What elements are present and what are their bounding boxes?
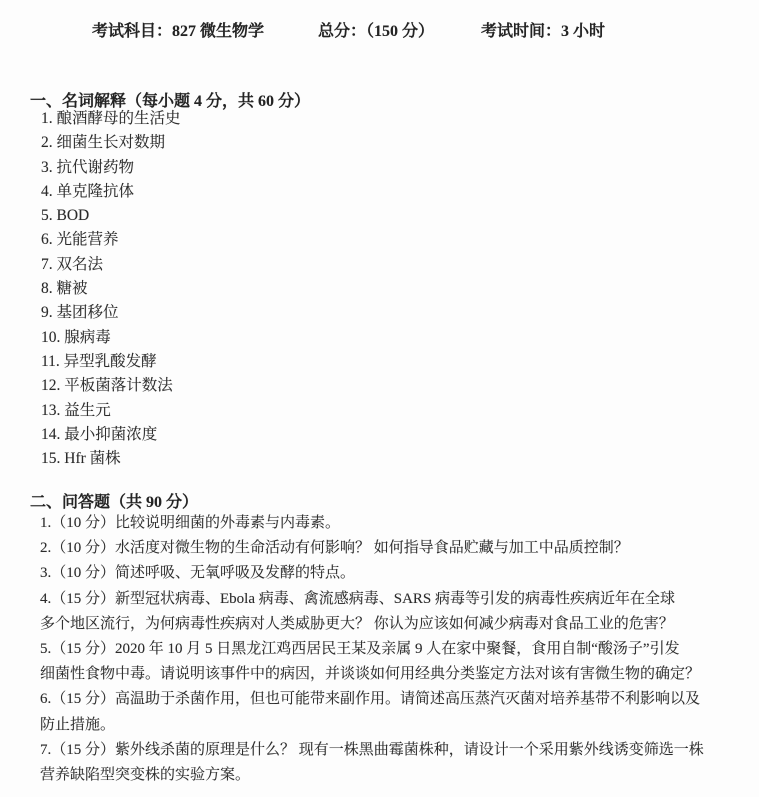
term-item: 7. 双名法 (41, 255, 104, 273)
term-item: 9. 基团移位 (41, 304, 119, 322)
question-5-line: 细菌性食物中毒。请说明该事件中的病因，并谈谈如何用经典分类鉴定方法对该有害微生物的确定？ (40, 666, 701, 683)
term-item: 6. 光能营养 (41, 231, 119, 249)
exam-total-points-label: 总分：（150 分） (318, 23, 435, 40)
term-item: 5. BOD (41, 207, 90, 225)
essay-question-list (40, 511, 750, 788)
term-item: 12. 平板菌落计数法 (41, 377, 173, 395)
question-7-line: 营养缺陷型突变株的实验方案。 (40, 767, 251, 784)
exam-duration-label: 考试时间：3 小时 (481, 23, 606, 40)
question-7-line: 7.（15 分）紫外线杀菌的原理是什么？ 现有一株黑曲霉菌株种，请设计一个采用紫外线诱变筛选一株 (40, 741, 704, 758)
question-6-line: 6.（15 分）高温助于杀菌作用，但也可能带来副作用。请简述高压蒸汽灭菌对培养基带不利影响以及 (40, 691, 701, 708)
question-4-line: 4.（15 分）新型冠状病毒、Ebola 病毒、禽流感病毒、SARS 病毒等引发的病毒性疾病近年在全球 (40, 590, 676, 607)
question-6-line: 防止措施。 (40, 716, 116, 733)
term-item: 2. 细菌生长对数期 (41, 134, 166, 152)
question-5-line: 5.（15 分）2020 年 10 月 5 日黑龙江鸡西居民王某及亲属 9 人在家中聚餐，食用自制“酸汤子”引发 (40, 641, 680, 658)
term-definition-list (41, 107, 181, 471)
term-item: 14. 最小抑菌浓度 (41, 425, 158, 443)
question-3-line: 3.（10 分）简述呼吸、无氧呼吸及发酵的特点。 (40, 565, 356, 582)
term-item: 15. Hfr 菌株 (41, 450, 121, 468)
question-2-line: 2.（10 分）水活度对微生物的生命活动有何影响？ 如何指导食品贮藏与加工中品质控制？ (40, 540, 629, 557)
exam-header (0, 18, 759, 40)
term-item: 10. 腺病毒 (41, 328, 111, 346)
term-item: 13. 益生元 (41, 401, 111, 419)
question-1-line: 1.（10 分）比较说明细菌的外毒素与内毒素。 (40, 515, 341, 531)
term-item: 4. 单克隆抗体 (41, 182, 135, 200)
term-item: 8. 糖被 (41, 280, 88, 298)
section2-heading: 二、问答题（共 90 分） (30, 494, 199, 511)
exam-subject-label: 考试科目：827 微生物学 (92, 23, 265, 40)
term-item: 11. 异型乳酸发酵 (41, 352, 157, 370)
question-4-line: 多个地区流行，为何病毒性疾病对人类威胁更大？ 你认为应该如何减少病毒对食品工业的危害？ (40, 615, 674, 632)
term-item: 3. 抗代谢药物 (41, 158, 135, 176)
term-item: 1. 酿酒酵母的生活史 (41, 110, 181, 127)
section1-heading: 一、名词解释（每小题 4 分，共 60 分） (30, 93, 311, 110)
